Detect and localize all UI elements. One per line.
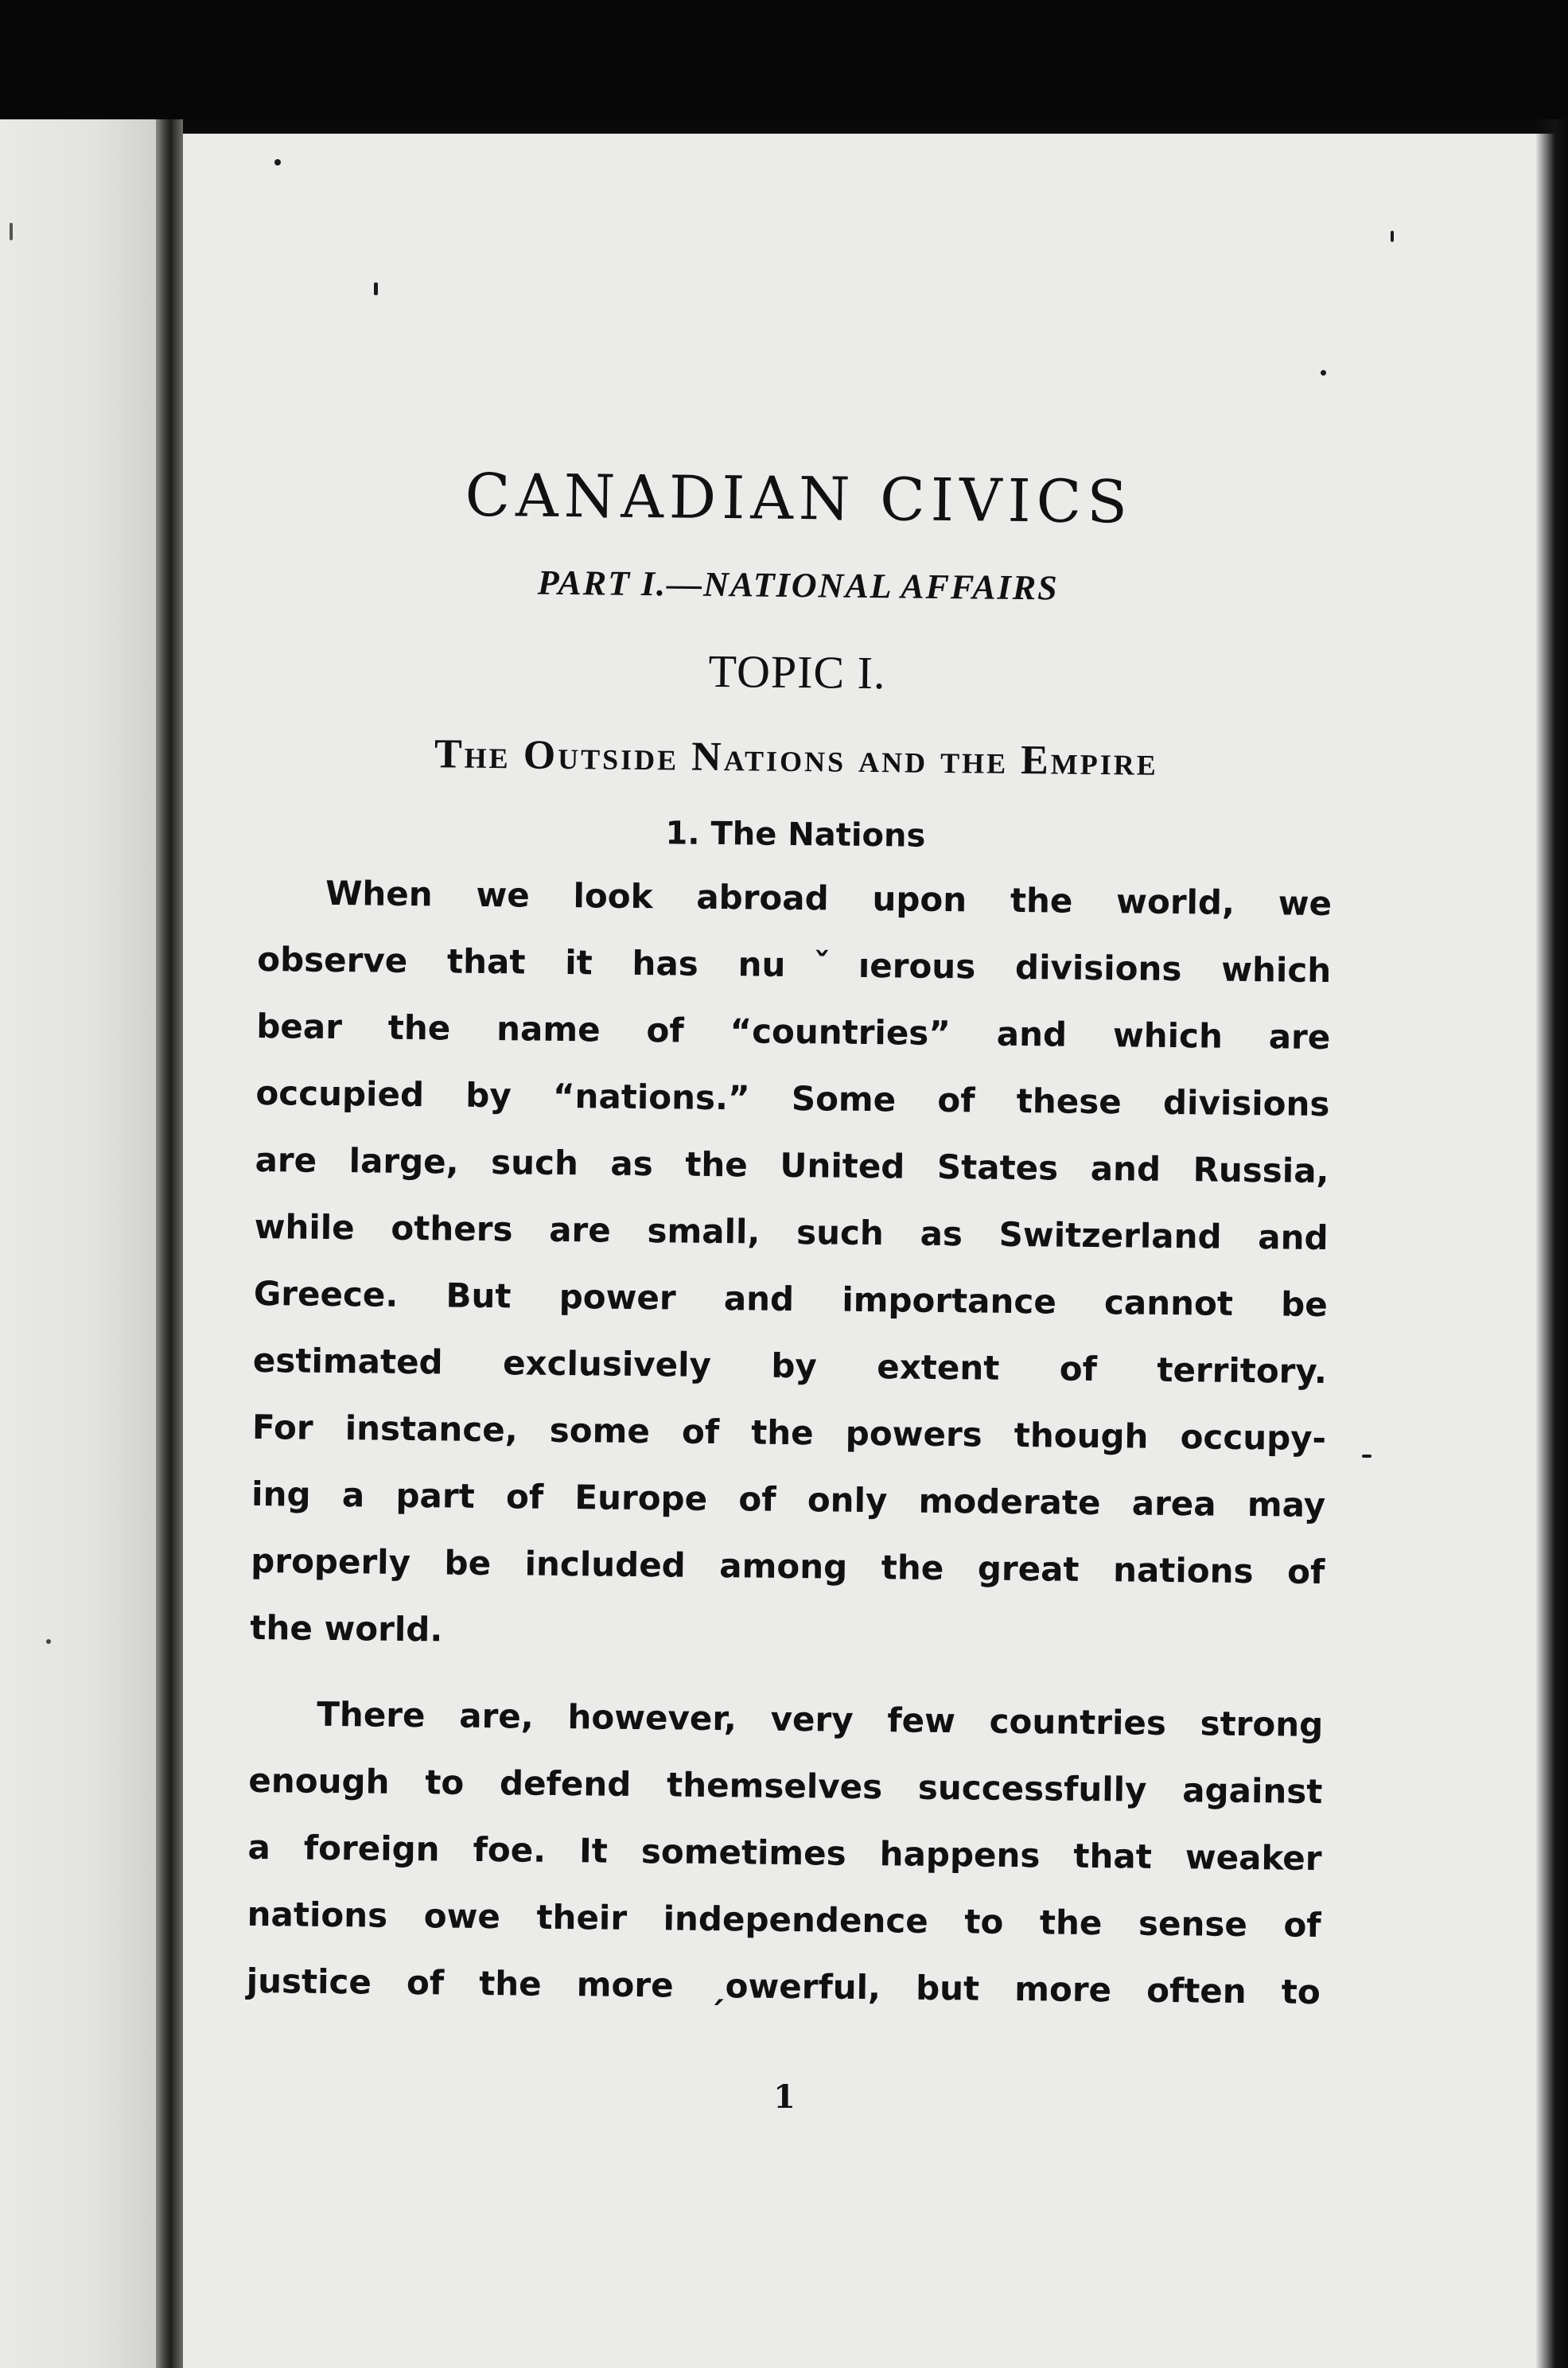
text-line: occupied by “nations.” Some of these divisions <box>255 1073 1330 1124</box>
page-text <box>246 446 1336 2026</box>
text-line: the world. <box>250 1607 443 1649</box>
section-heading: 1. The Nations <box>665 815 926 855</box>
text-line: There are, however, very few countries strong <box>317 1694 1324 1745</box>
dust-speck <box>10 223 13 240</box>
text-line: are large, such as the United States and Russia, <box>255 1139 1329 1191</box>
topic-heading: TOPIC I. <box>708 645 886 699</box>
paragraph <box>250 859 1332 1673</box>
page-number: 1 <box>773 2078 796 2116</box>
text-line: ing a part of Europe of only moderate area may <box>251 1474 1326 1525</box>
text-line: nations owe their independence to the sense of <box>247 1894 1321 1945</box>
dust-speck <box>46 1639 51 1644</box>
paragraph <box>246 1681 1323 2026</box>
right-page-shadow <box>1535 119 1568 2368</box>
facing-page-edge <box>0 119 159 2368</box>
book-title: CANADIAN CIVICS <box>465 461 1134 537</box>
text-line: estimated exclusively by extent of territory. <box>252 1340 1328 1392</box>
text-line: For instance, some of the powers though occupy- <box>251 1407 1327 1459</box>
book-gutter <box>156 119 183 2368</box>
text-line: Greece. But power and importance cannot be <box>253 1273 1329 1325</box>
scan-top-border <box>0 0 1568 119</box>
dust-speck <box>274 159 281 166</box>
part-heading: PART I.—NATIONAL AFFAIRS <box>537 563 1059 608</box>
dust-speck <box>374 282 378 295</box>
dust-speck <box>1391 231 1394 242</box>
text-line: justice of the more ˏowerful, but more often to <box>246 1961 1321 2012</box>
topic-subtitle: The Outside Nations and the Empire <box>434 731 1159 785</box>
text-line: enough to defend themselves successfully against <box>248 1760 1323 1812</box>
dust-speck <box>1321 370 1326 376</box>
text-line: a foreign foe. It sometimes happens that weaker <box>247 1827 1322 1879</box>
text-line: When we look abroad upon the world, we <box>325 873 1333 924</box>
text-line: while others are small, such as Switzerland and <box>254 1206 1329 1258</box>
dust-speck <box>1362 1455 1372 1458</box>
text-line: bear the name of “countries” and which are <box>256 1006 1331 1057</box>
text-line: properly be included among the great nations of <box>251 1540 1325 1592</box>
text-line: observe that it has nuˇıerous divisions which <box>256 939 1332 991</box>
